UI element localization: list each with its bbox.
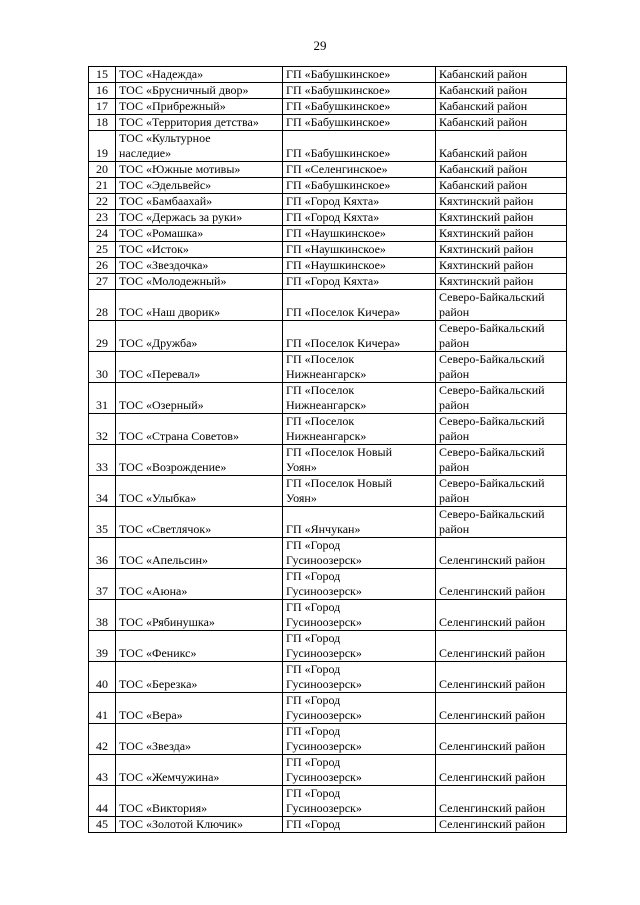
table-row xyxy=(89,115,567,131)
settlement-cell: ГП «Город Гусиноозерск» xyxy=(283,693,436,724)
table-row xyxy=(89,724,567,755)
district-cell: Кабанский район xyxy=(436,131,567,162)
district-cell: Селенгинский район xyxy=(436,662,567,693)
settlement-cell: ГП «Город Кяхта» xyxy=(283,194,436,210)
settlement-cell: ГП «Поселок Нижнеангарск» xyxy=(283,414,436,445)
tos-name-cell: ТОС «Жемчужина» xyxy=(116,755,283,786)
table-body xyxy=(89,67,567,833)
table-row xyxy=(89,476,567,507)
row-number-cell: 43 xyxy=(89,755,116,786)
tos-name-cell: ТОС «Феникс» xyxy=(116,631,283,662)
table-row xyxy=(89,83,567,99)
tos-name-cell: ТОС «Возрождение» xyxy=(116,445,283,476)
district-cell: Селенгинский район xyxy=(436,569,567,600)
table-row xyxy=(89,67,567,83)
settlement-cell: ГП «Город Гусиноозерск» xyxy=(283,569,436,600)
settlement-cell: ГП «Янчукан» xyxy=(283,507,436,538)
table-row xyxy=(89,817,567,833)
tos-name-cell: ТОС «Рябинушка» xyxy=(116,600,283,631)
tos-name-cell: ТОС «Золотой Ключик» xyxy=(116,817,283,833)
district-cell: Северо-Байкальский район xyxy=(436,414,567,445)
tos-name-cell: ТОС «Звездочка» xyxy=(116,258,283,274)
settlement-cell: ГП «Поселок Новый Уоян» xyxy=(283,445,436,476)
table-row xyxy=(89,538,567,569)
tos-name-cell: ТОС «Культурное наследие» xyxy=(116,131,283,162)
tos-name-cell: ТОС «Территория детства» xyxy=(116,115,283,131)
tos-name-cell: ТОС «Брусничный двор» xyxy=(116,83,283,99)
row-number-cell: 34 xyxy=(89,476,116,507)
table-row xyxy=(89,414,567,445)
tos-name-cell: ТОС «Ромашка» xyxy=(116,226,283,242)
row-number-cell: 39 xyxy=(89,631,116,662)
district-cell: Северо-Байкальский район xyxy=(436,507,567,538)
tos-name-cell: ТОС «Молодежный» xyxy=(116,274,283,290)
table-row xyxy=(89,693,567,724)
row-number-cell: 40 xyxy=(89,662,116,693)
table-row xyxy=(89,383,567,414)
row-number-cell: 38 xyxy=(89,600,116,631)
district-cell: Кяхтинский район xyxy=(436,194,567,210)
table-row xyxy=(89,352,567,383)
district-cell: Северо-Байкальский район xyxy=(436,321,567,352)
row-number-cell: 20 xyxy=(89,162,116,178)
settlement-cell: ГП «Бабушкинское» xyxy=(283,131,436,162)
tos-name-cell: ТОС «Прибрежный» xyxy=(116,99,283,115)
settlement-cell: ГП «Бабушкинское» xyxy=(283,178,436,194)
row-number-cell: 19 xyxy=(89,131,116,162)
district-cell: Селенгинский район xyxy=(436,786,567,817)
table-row xyxy=(89,194,567,210)
district-cell: Кабанский район xyxy=(436,83,567,99)
settlement-cell: ГП «Наушкинское» xyxy=(283,258,436,274)
district-cell: Селенгинский район xyxy=(436,600,567,631)
tos-name-cell: ТОС «Звезда» xyxy=(116,724,283,755)
district-cell: Кяхтинский район xyxy=(436,242,567,258)
row-number-cell: 22 xyxy=(89,194,116,210)
table-row xyxy=(89,258,567,274)
tos-name-cell: ТОС «Светлячок» xyxy=(116,507,283,538)
table-row xyxy=(89,445,567,476)
row-number-cell: 18 xyxy=(89,115,116,131)
settlement-cell: ГП «Бабушкинское» xyxy=(283,115,436,131)
settlement-cell: ГП «Наушкинское» xyxy=(283,226,436,242)
settlement-cell: ГП «Селенгинское» xyxy=(283,162,436,178)
row-number-cell: 31 xyxy=(89,383,116,414)
district-cell: Северо-Байкальский район xyxy=(436,445,567,476)
tos-name-cell: ТОС «Наш дворик» xyxy=(116,290,283,321)
settlement-cell: ГП «Город Гусиноозерск» xyxy=(283,724,436,755)
settlement-cell: ГП «Город Гусиноозерск» xyxy=(283,755,436,786)
table-row xyxy=(89,569,567,600)
district-cell: Северо-Байкальский район xyxy=(436,383,567,414)
tos-name-cell: ТОС «Дружба» xyxy=(116,321,283,352)
settlement-cell: ГП «Бабушкинское» xyxy=(283,83,436,99)
row-number-cell: 16 xyxy=(89,83,116,99)
table-row xyxy=(89,662,567,693)
district-cell: Кяхтинский район xyxy=(436,210,567,226)
tos-name-cell: ТОС «Вера» xyxy=(116,693,283,724)
district-cell: Кяхтинский район xyxy=(436,274,567,290)
settlement-cell: ГП «Поселок Новый Уоян» xyxy=(283,476,436,507)
table-row xyxy=(89,507,567,538)
tos-name-cell: ТОС «Улыбка» xyxy=(116,476,283,507)
settlement-cell: ГП «Поселок Нижнеангарск» xyxy=(283,352,436,383)
table-row xyxy=(89,274,567,290)
row-number-cell: 29 xyxy=(89,321,116,352)
district-cell: Кяхтинский район xyxy=(436,258,567,274)
row-number-cell: 21 xyxy=(89,178,116,194)
row-number-cell: 41 xyxy=(89,693,116,724)
tos-name-cell: ТОС «Страна Советов» xyxy=(116,414,283,445)
settlement-cell: ГП «Город Гусиноозерск» xyxy=(283,538,436,569)
settlement-cell: ГП «Город Кяхта» xyxy=(283,210,436,226)
tos-name-cell: ТОС «Виктория» xyxy=(116,786,283,817)
settlement-cell: ГП «Поселок Кичера» xyxy=(283,321,436,352)
settlement-cell: ГП «Город xyxy=(283,817,436,833)
tos-name-cell: ТОС «Перевал» xyxy=(116,352,283,383)
table-row xyxy=(89,631,567,662)
table-row xyxy=(89,290,567,321)
table-row xyxy=(89,178,567,194)
row-number-cell: 37 xyxy=(89,569,116,600)
settlement-cell: ГП «Город Гусиноозерск» xyxy=(283,786,436,817)
district-cell: Кабанский район xyxy=(436,178,567,194)
table-row xyxy=(89,786,567,817)
row-number-cell: 33 xyxy=(89,445,116,476)
tos-name-cell: ТОС «Исток» xyxy=(116,242,283,258)
settlement-cell: ГП «Бабушкинское» xyxy=(283,67,436,83)
district-cell: Кабанский район xyxy=(436,115,567,131)
row-number-cell: 42 xyxy=(89,724,116,755)
settlement-cell: ГП «Город Гусиноозерск» xyxy=(283,631,436,662)
row-number-cell: 44 xyxy=(89,786,116,817)
tos-name-cell: ТОС «Южные мотивы» xyxy=(116,162,283,178)
row-number-cell: 23 xyxy=(89,210,116,226)
row-number-cell: 25 xyxy=(89,242,116,258)
row-number-cell: 26 xyxy=(89,258,116,274)
row-number-cell: 32 xyxy=(89,414,116,445)
table-row xyxy=(89,99,567,115)
table-row xyxy=(89,162,567,178)
row-number-cell: 27 xyxy=(89,274,116,290)
row-number-cell: 28 xyxy=(89,290,116,321)
table-row xyxy=(89,242,567,258)
row-number-cell: 35 xyxy=(89,507,116,538)
tos-name-cell: ТОС «Надежда» xyxy=(116,67,283,83)
tos-name-cell: ТОС «Держась за руки» xyxy=(116,210,283,226)
table-row xyxy=(89,321,567,352)
settlement-cell: ГП «Город Гусиноозерск» xyxy=(283,600,436,631)
district-cell: Кабанский район xyxy=(436,162,567,178)
district-cell: Северо-Байкальский район xyxy=(436,352,567,383)
district-cell: Селенгинский район xyxy=(436,631,567,662)
district-cell: Селенгинский район xyxy=(436,724,567,755)
row-number-cell: 45 xyxy=(89,817,116,833)
row-number-cell: 24 xyxy=(89,226,116,242)
district-cell: Северо-Байкальский район xyxy=(436,476,567,507)
table-row xyxy=(89,600,567,631)
district-cell: Селенгинский район xyxy=(436,755,567,786)
tos-registry-table xyxy=(88,66,567,833)
settlement-cell: ГП «Поселок Кичера» xyxy=(283,290,436,321)
district-cell: Селенгинский район xyxy=(436,693,567,724)
tos-name-cell: ТОС «Апельсин» xyxy=(116,538,283,569)
district-cell: Кяхтинский район xyxy=(436,226,567,242)
table-row xyxy=(89,210,567,226)
tos-name-cell: ТОС «Озерный» xyxy=(116,383,283,414)
row-number-cell: 15 xyxy=(89,67,116,83)
tos-name-cell: ТОС «Березка» xyxy=(116,662,283,693)
table-row xyxy=(89,131,567,162)
tos-name-cell: ТОС «Бамбаахай» xyxy=(116,194,283,210)
table-row xyxy=(89,755,567,786)
row-number-cell: 36 xyxy=(89,538,116,569)
district-cell: Кабанский район xyxy=(436,67,567,83)
settlement-cell: ГП «Наушкинское» xyxy=(283,242,436,258)
table-row xyxy=(89,226,567,242)
row-number-cell: 17 xyxy=(89,99,116,115)
settlement-cell: ГП «Бабушкинское» xyxy=(283,99,436,115)
district-cell: Северо-Байкальский район xyxy=(436,290,567,321)
settlement-cell: ГП «Поселок Нижнеангарск» xyxy=(283,383,436,414)
settlement-cell: ГП «Город Кяхта» xyxy=(283,274,436,290)
row-number-cell: 30 xyxy=(89,352,116,383)
district-cell: Селенгинский район xyxy=(436,538,567,569)
tos-name-cell: ТОС «Аюна» xyxy=(116,569,283,600)
tos-name-cell: ТОС «Эдельвейс» xyxy=(116,178,283,194)
district-cell: Кабанский район xyxy=(436,99,567,115)
settlement-cell: ГП «Город Гусиноозерск» xyxy=(283,662,436,693)
page-number: 29 xyxy=(313,38,327,53)
district-cell: Селенгинский район xyxy=(436,817,567,833)
